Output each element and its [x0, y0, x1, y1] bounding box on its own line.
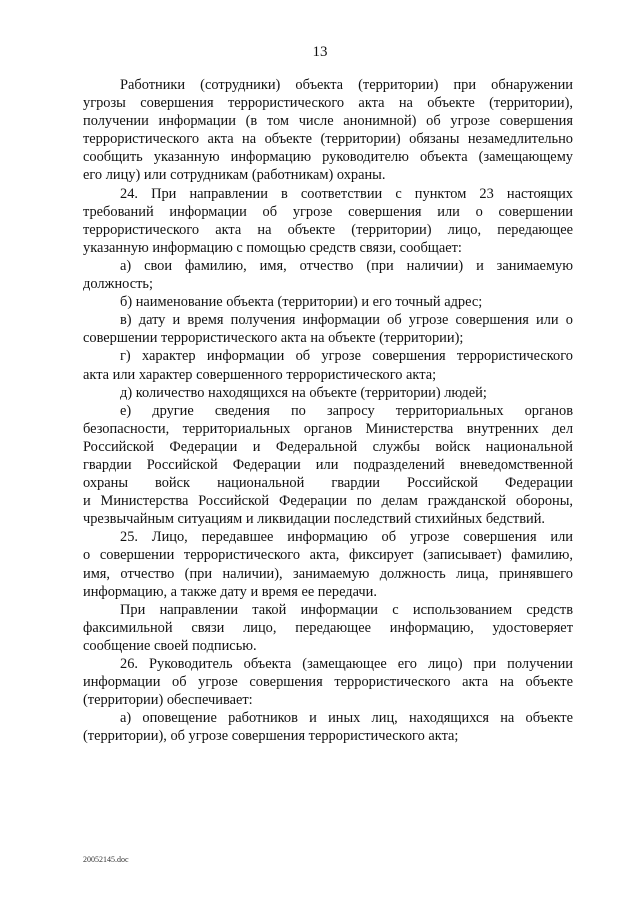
- text-line: г) характер информации об угрозе совершения террористического: [120, 348, 573, 365]
- text-line: получении информации (в том числе анонимной) об угрозе совершения: [83, 113, 573, 130]
- text-line: чрезвычайным ситуациям и ликвидации последствий стихийных бедствий.: [83, 511, 546, 528]
- text-line: д) количество находящихся на объекте (территории) людей;: [120, 384, 487, 401]
- text-line: факсимильной связи лицо, передающее информацию, удостоверяет: [83, 619, 573, 636]
- text-line: террористического акта на объекте (территории) обязаны незамедлительно: [83, 131, 573, 148]
- text-line: имя, отчество (при наличии), занимаемую должность лица, принявшего: [83, 565, 573, 582]
- text-line: информации об угрозе совершения террористического акта на объекте: [83, 674, 573, 691]
- text-line: гвардии Российской Федерации или подразделений вневедомственной: [83, 456, 573, 473]
- text-line: сообщить указанную информацию руководителю объекта (замещающему: [83, 149, 573, 166]
- text-line: Работники (сотрудники) объекта (территории) при обнаружении: [120, 77, 573, 93]
- text-line: в) дату и время получения информации об угрозе совершения или о: [120, 312, 573, 329]
- text-line: а) свои фамилию, имя, отчество (при наличии) и занимаемую: [120, 257, 573, 274]
- file-name-footer: 20052145.doc: [83, 855, 129, 864]
- text-line: а) оповещение работников и иных лиц, находящихся на объекте: [120, 710, 573, 727]
- text-line: о совершении террористического акта, фиксирует (записывает) фамилию,: [83, 547, 573, 564]
- text-line: Российской Федерации и Федеральной службы войск национальной: [83, 438, 573, 455]
- document-body: [83, 76, 573, 745]
- text-line: информацию, а также дату и время ее передачи.: [83, 583, 377, 600]
- text-line: 25. Лицо, передавшее информацию об угрозе совершения или: [120, 529, 573, 546]
- text-line: 24. При направлении в соответствии с пунктом 23 настоящих: [120, 185, 573, 202]
- text-line: безопасности, территориальных органов Министерства внутренних дел: [83, 420, 573, 437]
- text-line: и Министерства Российской Федерации по делам гражданской обороны,: [83, 493, 573, 510]
- text-line: акта или характер совершенного террористического акта;: [83, 366, 437, 383]
- text-line: требований информации об угрозе совершения или о совершении: [83, 203, 573, 220]
- text-line: сообщение своей подписью.: [83, 637, 257, 654]
- text-line: При направлении такой информации с использованием средств: [120, 601, 573, 618]
- text-line: б) наименование объекта (территории) и его точный адрес;: [120, 294, 483, 311]
- text-line: (территории) обеспечивает:: [83, 692, 253, 709]
- text-line: охраны войск национальной гвардии Российской Федерации: [83, 475, 573, 492]
- text-line: е) другие сведения по запросу территориальных органов: [120, 402, 573, 419]
- text-line: совершении террористического акта на объекте (территории);: [83, 330, 464, 347]
- page-number: 13: [312, 44, 328, 60]
- text-line: (территории), об угрозе совершения террористического акта;: [83, 728, 459, 745]
- text-line: террористического акта на объекте (территории) лицо, передающее: [83, 221, 573, 238]
- text-line: его лицу) или сотрудникам (работникам) охраны.: [83, 167, 386, 184]
- text-line: 26. Руководитель объекта (замещающее его лицо) при получении: [120, 656, 573, 672]
- text-line: должность;: [83, 276, 153, 293]
- text-line: угрозы совершения террористического акта на объекте (территории),: [83, 95, 573, 112]
- text-line: указанную информацию с помощью средств связи, сообщает:: [83, 239, 462, 256]
